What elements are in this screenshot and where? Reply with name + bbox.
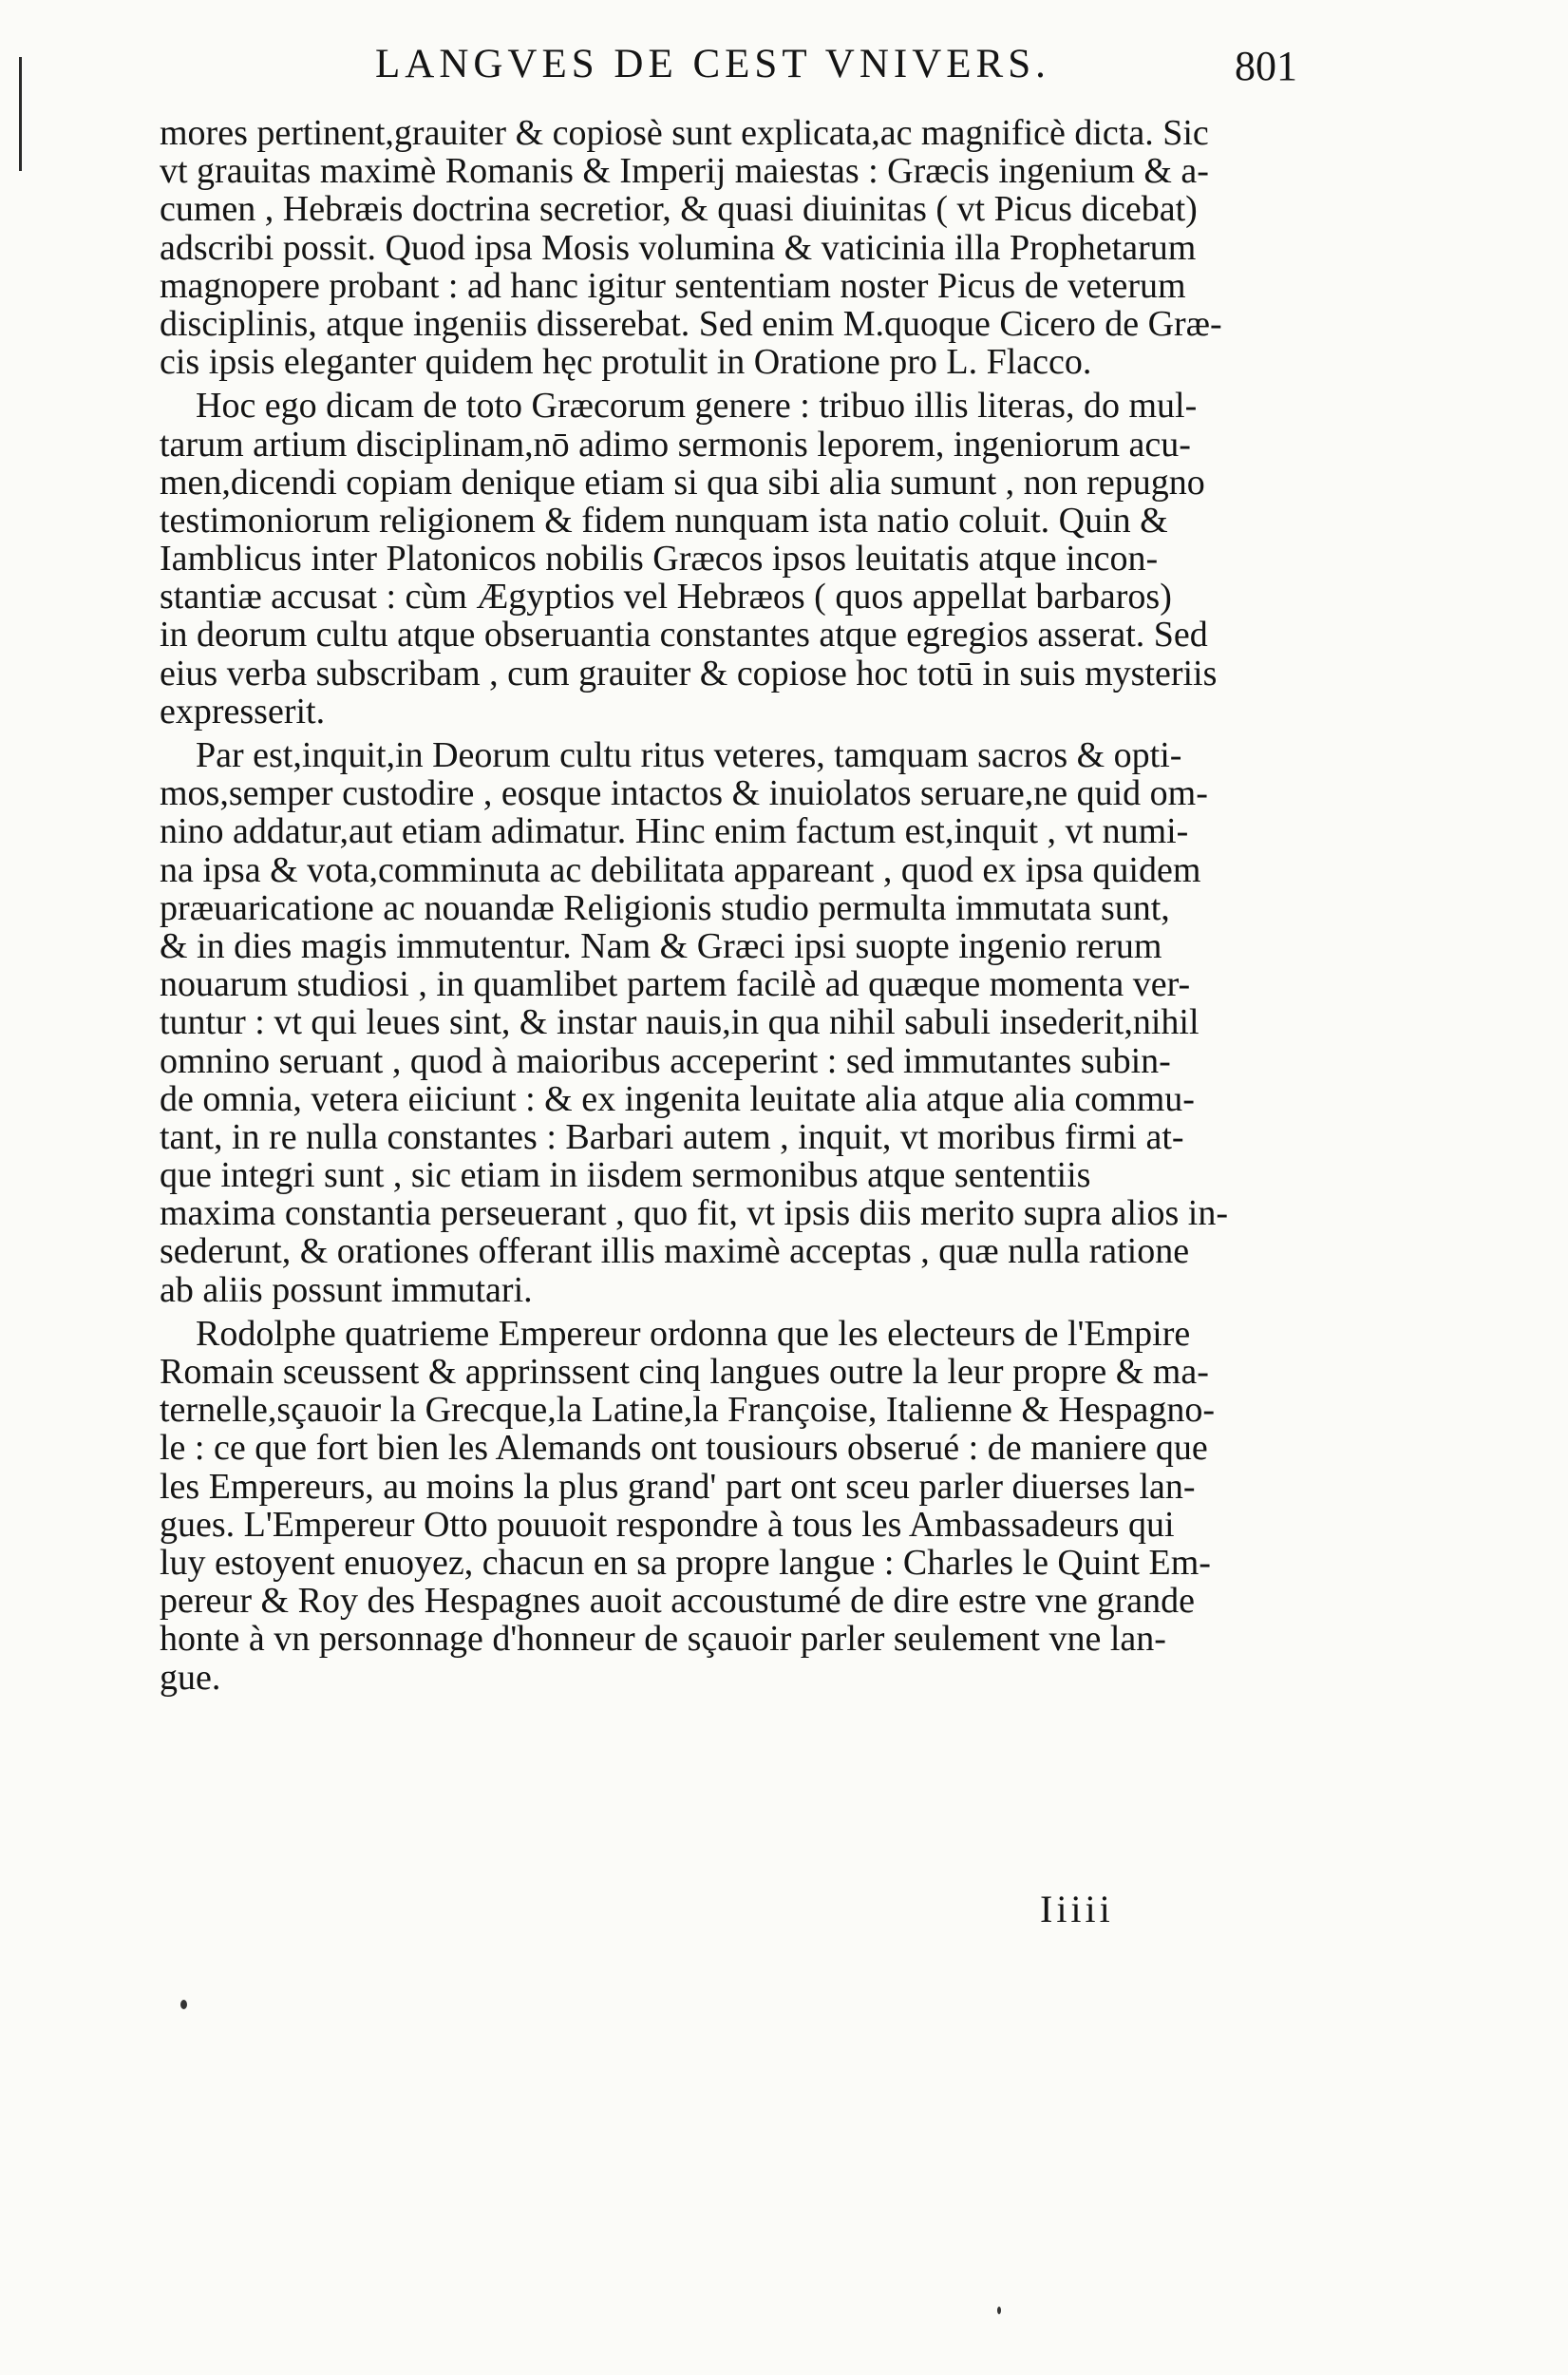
text-line: tarum artium disciplinam,nō adimo sermonis leporem, ingeniorum acu- — [160, 425, 1191, 464]
text-line: vt grauitas maximè Romanis & Imperij maiestas : Græcis ingenium & a- — [160, 152, 1209, 191]
paragraph-container — [160, 114, 1330, 1697]
text-line: luy estoyent enuoyez, chacun en sa propre langue : Charles le Quint Em- — [160, 1543, 1211, 1583]
text-line: tuntur : vt qui leues sint, & instar nauis,in qua nihil sabuli insederit,nihil — [160, 1003, 1200, 1042]
text-line: nouarum studiosi , in quamlibet partem facilè ad quæque momenta ver- — [160, 965, 1191, 1004]
text-line: magnopere probant : ad hanc igitur sententiam noster Picus de veterum — [160, 266, 1186, 305]
page-number: 801 — [1235, 43, 1297, 89]
paragraph — [160, 114, 1330, 381]
text-line: Iamblicus inter Platonicos nobilis Græcos ipsos leuitatis atque incon- — [160, 540, 1159, 579]
text-line: maxima constantia perseuerant , quo fit, vt ipsis diis merito supra alios in- — [160, 1194, 1228, 1233]
text-line: præuaricatione ac nouandæ Religionis studio permulta immutata sunt, — [160, 888, 1170, 927]
text-line: & in dies magis immutentur. Nam & Græci ipsi suopte ingenio rerum — [160, 926, 1162, 966]
text-line: sederunt, & orationes offerant illis maximè acceptas , quæ nulla ratione — [160, 1232, 1190, 1271]
text-line: disciplinis, atque ingeniis disserebat. Sed enim M.quoque Cicero de Græ- — [160, 304, 1222, 344]
text-line: adscribi possit. Quod ipsa Mosis volumina & vaticinia illa Prophetarum — [160, 228, 1197, 267]
text-line: ab aliis possunt immutari. — [160, 1270, 533, 1309]
text-line: mos,semper custodire , eosque intactos & inuiolatos seruare,ne quid om- — [160, 774, 1208, 813]
ink-speck — [180, 2000, 187, 2009]
text-line: gues. L'Empereur Otto pouuoit respondre à tous les Ambassadeurs qui — [160, 1505, 1175, 1544]
text-line: tant, in re nulla constantes : Barbari autem , inquit, vt moribus firmi at- — [160, 1117, 1184, 1157]
text-line: expresserit. — [160, 692, 326, 731]
text-line: men,dicendi copiam denique etiam si qua sibi alia sumunt , non repugno — [160, 463, 1205, 502]
text-line: que integri sunt , sic etiam in iisdem sermonibus atque sententiis — [160, 1156, 1091, 1195]
text-line: stantiæ accusat : cùm Ægyptios vel Hebræos ( quos appellat barbaros) — [160, 578, 1172, 617]
text-line: cis ipsis eleganter quidem hęc protulit in Oratione pro L. Flacco. — [160, 343, 1092, 382]
paragraph — [160, 387, 1330, 731]
body-text — [160, 114, 1330, 1697]
running-head: LANGVES DE CEST VNIVERS. — [375, 42, 1050, 86]
text-line: na ipsa & vota,comminuta ac debilitata appareant , quod ex ipsa quidem — [160, 850, 1201, 889]
text-line: gue. — [160, 1658, 221, 1697]
text-line: pereur & Roy des Hespagnes auoit accoustumé de dire estre vne grande — [160, 1582, 1195, 1621]
text-line: le : ce que fort bien les Alemands ont tousiours obserué : de maniere que — [160, 1429, 1208, 1468]
text-line: omnino seruant , quod à maioribus acceperint : sed immutantes subin- — [160, 1041, 1171, 1080]
text-line: Rodolphe quatrieme Empereur ordonna que les electeurs de l'Empire — [196, 1314, 1191, 1353]
paragraph — [160, 1315, 1330, 1697]
text-line: testimoniorum religionem & fidem nunquam ista natio coluit. Quin & — [160, 501, 1168, 541]
gutter-shadow-line — [19, 57, 22, 171]
text-line: honte à vn personnage d'honneur de sçauoir parler seulement vne lan- — [160, 1620, 1166, 1659]
text-line: eius verba subscribam , cum grauiter & copiose hoc totū in suis mysteriis — [160, 654, 1218, 693]
ink-speck — [997, 2307, 1001, 2314]
text-line: cumen , Hebræis doctrina secretior, & quasi diuinitas ( vt Picus dicebat) — [160, 190, 1198, 229]
text-line: Romain sceussent & apprinssent cinq langues outre la leur propre & ma- — [160, 1353, 1209, 1392]
text-line: mores pertinent,grauiter & copiosè sunt explicata,ac magnificè dicta. Sic — [160, 114, 1209, 153]
text-line: de omnia, vetera eiiciunt : & ex ingenita leuitate alia atque alia commu- — [160, 1079, 1195, 1118]
paragraph — [160, 736, 1330, 1309]
text-line: Hoc ego dicam de toto Græcorum genere : tribuo illis literas, do mul- — [196, 387, 1198, 426]
signature-mark: Iiiii — [1040, 1888, 1114, 1930]
text-line: ternelle,sçauoir la Grecque,la Latine,la Françoise, Italienne & Hespagno- — [160, 1391, 1216, 1430]
text-line: Par est,inquit,in Deorum cultu ritus veteres, tamquam sacros & opti- — [196, 736, 1182, 775]
text-line: in deorum cultu atque obseruantia constantes atque egregios asserat. Sed — [160, 616, 1208, 655]
text-line: nino addatur,aut etiam adimatur. Hinc enim factum est,inquit , vt numi- — [160, 812, 1189, 851]
text-line: les Empereurs, au moins la plus grand' part ont sceu parler diuerses lan- — [160, 1467, 1196, 1506]
